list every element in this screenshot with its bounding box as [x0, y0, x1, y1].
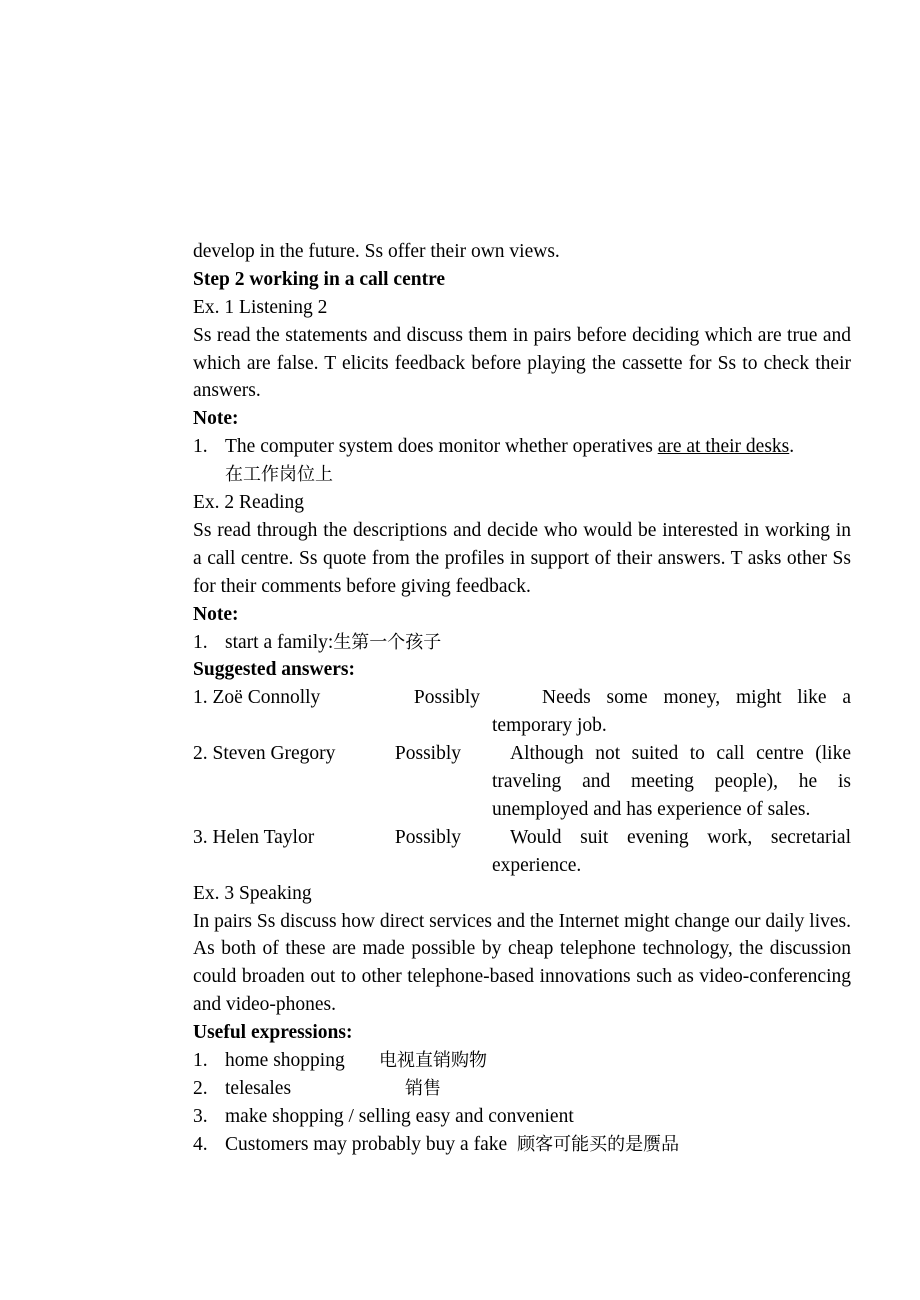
expression-translation: 电视直销购物 [379, 1050, 487, 1072]
note-item-number: 1. [193, 436, 208, 458]
note-item [193, 433, 851, 461]
exercise-3-heading: Ex. 3 Speaking [193, 882, 312, 904]
candidate-name: 2. Steven Gregory [193, 743, 336, 765]
note-item-text: start a family: [225, 631, 334, 653]
answer-candidate [193, 824, 492, 880]
expression-number: 4. [193, 1133, 208, 1155]
exercise-3-paragraph: In pairs Ss discuss how direct services and the Internet might change our daily lives. As both of these are made possible by cheap telephone technology, the discussion could broaden out to other telephone-based innovations such as video-conferencing and video-phones. [193, 910, 851, 1016]
document-body [193, 238, 851, 1159]
answer-row [193, 684, 851, 740]
note-item-underlined: are at their desks [657, 436, 790, 458]
expression-item [193, 1131, 851, 1159]
exercise-2-heading: Ex. 2 Reading [193, 492, 305, 514]
note-item-translation: 生第一个孩子 [333, 631, 442, 653]
candidate-name: 1. Zoë Connolly [193, 687, 321, 709]
answer-candidate [193, 740, 492, 824]
note-item [193, 629, 851, 657]
candidate-reason: Would suit evening work, secretarial experience. [492, 826, 851, 876]
continuation-line: develop in the future. Ss offer their own views. [193, 241, 560, 262]
candidate-reason: Although not suited to call centre (like traveling and meeting people), he is unemployed and has experience of sales. [492, 743, 851, 820]
expression-number: 2. [193, 1077, 208, 1099]
answer-row [193, 824, 851, 880]
expression-text: telesales [225, 1077, 292, 1099]
expression-number: 1. [193, 1050, 208, 1072]
note-heading: Note: [193, 603, 239, 625]
note-item-translation: 在工作岗位上 [225, 464, 333, 486]
expression-text: Customers may probably buy a fake [225, 1133, 508, 1155]
candidate-name: 3. Helen Taylor [193, 826, 315, 848]
note-heading: Note: [193, 408, 239, 430]
useful-expressions-heading: Useful expressions: [193, 1022, 353, 1044]
step-heading: Step 2 working in a call centre [193, 268, 446, 290]
candidate-reason: Needs some money, might like a temporary job. [492, 687, 851, 737]
expression-number: 3. [193, 1105, 208, 1127]
exercise-2-paragraph: Ss read through the descriptions and decide who would be interested in working in a call centre. Ss quote from the profiles in support of their answers. T asks other Ss for their comments before giving feedback. [193, 519, 851, 597]
exercise-1-heading: Ex. 1 Listening 2 [193, 296, 328, 318]
answer-candidate [193, 684, 492, 740]
expression-translation: 顾客可能买的是赝品 [517, 1133, 680, 1155]
candidate-verdict: Possibly [394, 743, 461, 765]
candidate-verdict: Possibly [413, 687, 480, 709]
expression-item [193, 1103, 851, 1131]
suggested-answers-heading: Suggested answers: [193, 659, 355, 681]
expression-text: home shopping [225, 1050, 345, 1072]
note-item-number: 1. [193, 631, 208, 653]
expression-item [193, 1075, 851, 1103]
answer-row [193, 740, 851, 824]
note-item-period: . [789, 436, 795, 458]
note-item-text: The computer system does monitor whether operatives [225, 436, 658, 458]
exercise-1-paragraph: Ss read the statements and discuss them in pairs before deciding which are true and which are false. T elicits feedback before playing the cassette for Ss to check their answers. [193, 324, 851, 402]
expression-translation: 销售 [405, 1077, 441, 1099]
candidate-verdict: Possibly [394, 826, 461, 848]
expression-item [193, 1047, 851, 1075]
expression-text: make shopping / selling easy and convenient [225, 1105, 574, 1127]
